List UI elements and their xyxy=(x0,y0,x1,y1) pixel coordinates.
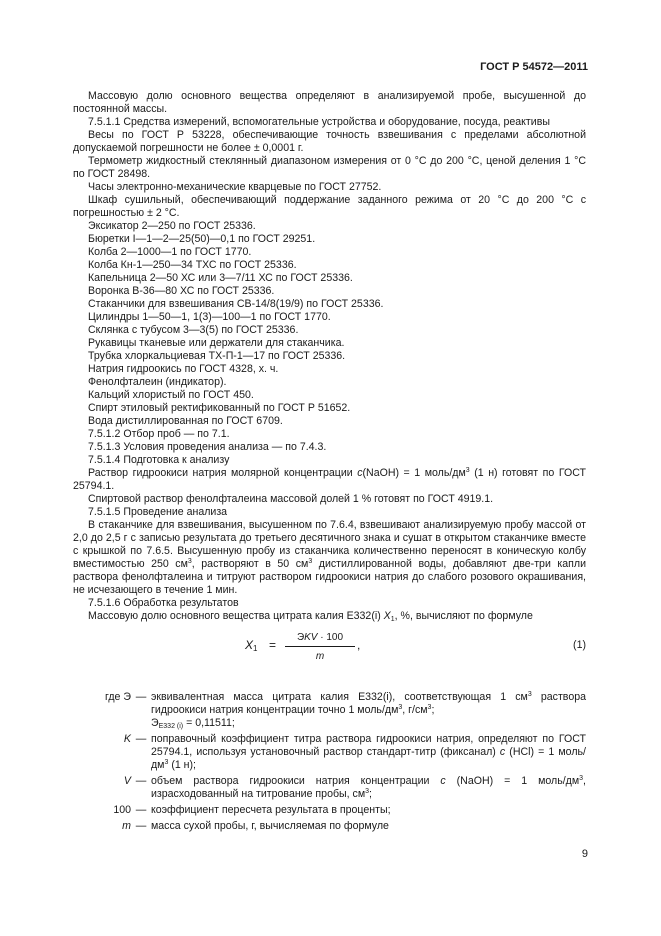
section-heading: 7.5.1.2 Отбор проб — по 7.1. xyxy=(88,428,230,440)
equipment-item: Склянка с тубусом 3—3(5) по ГОСТ 25336. xyxy=(88,324,299,336)
formula-fraction xyxy=(285,631,355,663)
formula-number: (1) xyxy=(573,639,586,651)
definition-item: где Э — эквивалентная масса цитрата калия Е332(i), соответствующая 1 $см^3$ раствора гидроокиси натрия концентрации точно 1 моль/$дм^3$, $г/см^3$; $Э_{Е332 (i)} = 0,11511$; xyxy=(104,691,586,730)
section-heading: 7.5.1.3 Условия проведения анализа — по 7.4.3. xyxy=(88,441,327,453)
document-header: ГОСТ Р 54572—2011 xyxy=(480,61,588,73)
equipment-item: Капельница 2—50 ХС или 3—7/11 ХС по ГОСТ 25336. xyxy=(88,272,353,284)
formula-intro: Массовую долю основного вещества цитрата калия Е332(i) $X_1$, %, вычисляют по формуле xyxy=(88,610,533,623)
section-heading: 7.5.1.6 Обработка результатов xyxy=(88,597,239,609)
equipment-item: Стаканчики для взвешивания СВ-14/8(19/9) по ГОСТ 25336. xyxy=(88,298,384,310)
equipment-item: Трубка хлоркальциевая ТХ-П-1—17 по ГОСТ 25336. xyxy=(88,350,346,362)
definitions-list xyxy=(73,691,586,833)
equipment-item: Рукавицы тканевые или держатели для стаканчика. xyxy=(88,337,345,349)
formula-comma: , xyxy=(357,638,361,652)
equipment-item: Цилиндры 1—50—1, 1(3)—100—1 по ГОСТ 1770. xyxy=(88,311,331,323)
section-heading: 7.5.1.1 Средства измерений, вспомогательные устройства и оборудование, посуда, реактивы xyxy=(88,116,550,128)
section-heading: 7.5.1.4 Подготовка к анализу xyxy=(88,454,230,466)
definition-item: m — масса сухой пробы, г, вычисляемая по формуле xyxy=(122,820,389,832)
reagent-item: Фенолфталеин (индикатор). xyxy=(88,376,227,388)
paragraph: Массовую долю основного вещества определяют в анализируемой пробе, высушенной до постоянной массы. xyxy=(73,90,586,115)
page-number: 9 xyxy=(581,848,588,860)
equipment-item: Колба 2—1000—1 по ГОСТ 1770. xyxy=(88,246,252,258)
paragraph: Спиртовой раствор фенолфталеина массовой долей 1 % готовят по ГОСТ 4919.1. xyxy=(88,493,494,505)
document-body xyxy=(73,90,586,836)
formula-denominator: m xyxy=(315,651,325,662)
procedure-paragraph: В стаканчике для взвешивания, высушенном по 7.6.4, взвешивают анализируемую пробу массой от 2,0 до 2,5 г с записью результата до третьего десятичного знака и сушат в открытом стаканчике вместе с крышкой по 7.6.5. Высушенную пробу из стаканчика количественно переносят в коническую колбу вместимостью 250 $см^3$, растворяют в 50 $см^3$ дистиллированной воды, добавляют две-три капли раствора фенолфталеина и титруют раствором гидроокиси натрия до слабого розового окрашивания, не исчезающего в течение 1 мин. xyxy=(73,519,586,596)
formula-lhs: $X_1$ xyxy=(245,638,258,653)
equipment-item: Воронка В-36—80 ХС по ГОСТ 25336. xyxy=(88,285,275,297)
reagent-item: Натрия гидроокись по ГОСТ 4328, х. ч. xyxy=(88,363,279,375)
section-heading: 7.5.1.5 Проведение анализа xyxy=(88,506,228,518)
equipment-item: Колба Кн-1—250—34 ТХС по ГОСТ 25336. xyxy=(88,259,297,271)
naoh-preparation: Раствор гидроокиси натрия молярной концентрации c(NaOH) = 1 моль/$дм^3$ (1 н) готовят по ГОСТ 25794.1. xyxy=(73,467,586,492)
definition-item: K — поправочный коэффициент титра раствора гидроокиси натрия, определяют по ГОСТ 25794.1, используя установочный раствор стандарт-титр (фиксанал) c (HCl) = 1 моль/$дм^3$ (1 н); xyxy=(123,733,586,771)
paragraph: Часы электронно-механические кварцевые по ГОСТ 27752. xyxy=(88,181,382,193)
paragraph: Шкаф сушильный, обеспечивающий поддержание заданного режима от 20 °С до 200 °С с погрешностью ± 2 °С. xyxy=(73,194,586,219)
reagent-item: Спирт этиловый ректификованный по ГОСТ Р 51652. xyxy=(88,402,351,414)
reagent-item: Вода дистиллированная по ГОСТ 6709. xyxy=(88,415,283,427)
definition-item: V — объем раствора гидроокиси натрия концентрации c (NaOH) = 1 моль/$дм^3$, израсходованный на титрование пробы, $см^3$; xyxy=(123,775,586,800)
formula-1 xyxy=(73,631,586,671)
equipment-item: Бюретки I—1—2—25(50)—0,1 по ГОСТ 29251. xyxy=(88,233,316,245)
formula-equals: = xyxy=(269,638,277,652)
formula-numerator: ЭKV · 100 xyxy=(285,631,355,647)
paragraph: Термометр жидкостный стеклянный диапазоном измерения от 0 °С до 200 °С, ценой деления 1 °С по ГОСТ 28498. xyxy=(73,155,586,180)
reagent-item: Кальций хлористый по ГОСТ 450. xyxy=(88,389,254,401)
definition-item: 100 — коэффициент пересчета результата в проценты; xyxy=(113,804,391,816)
equipment-item: Эксикатор 2—250 по ГОСТ 25336. xyxy=(88,220,256,232)
paragraph: Весы по ГОСТ Р 53228, обеспечивающие точность взвешивания с пределами абсолютной допускаемой погрешности не более ± 0,0001 г. xyxy=(73,129,586,154)
